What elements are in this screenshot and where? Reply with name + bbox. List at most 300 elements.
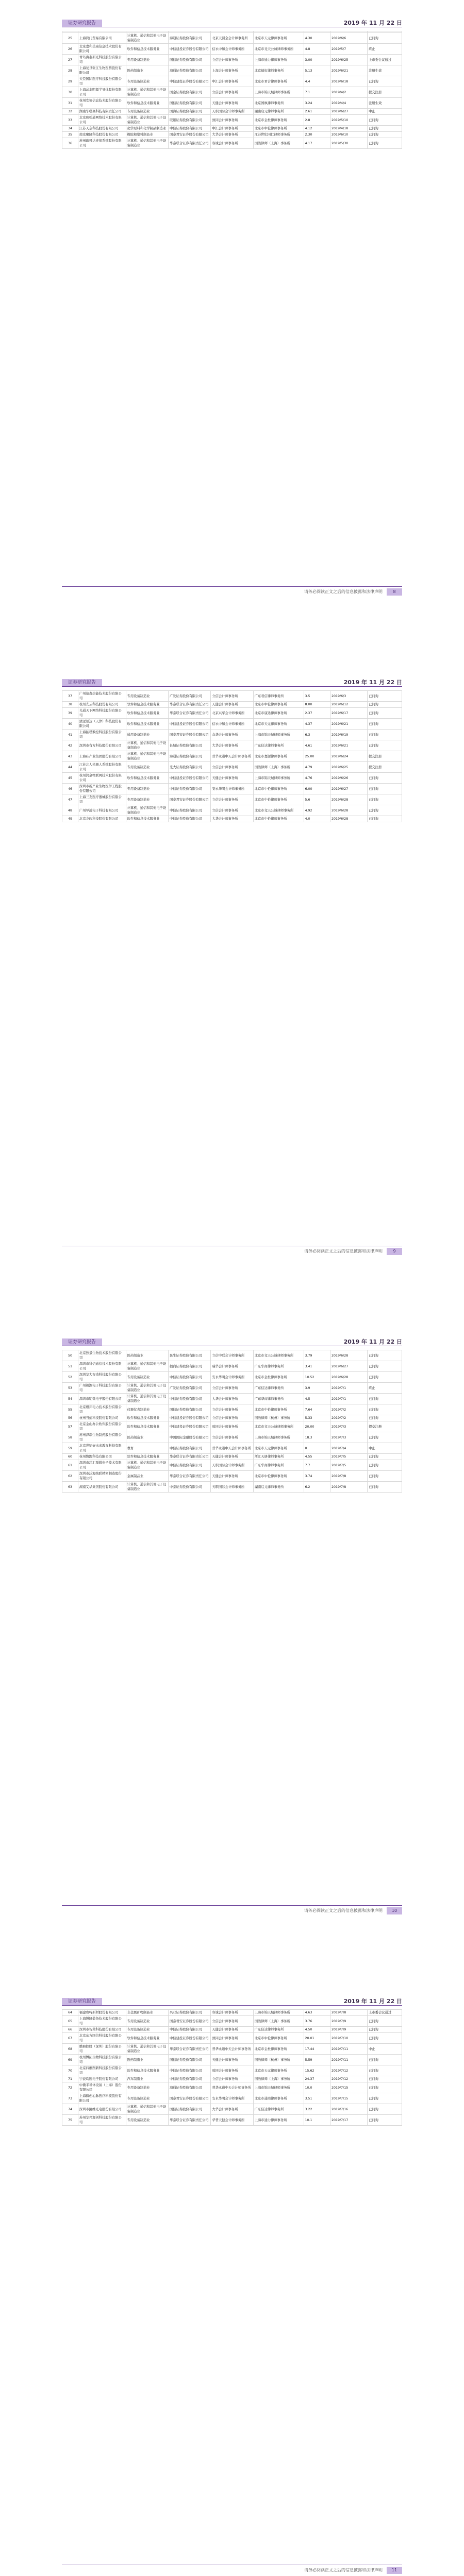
sponsor-cell: 国信证券股份有限公司 [168, 55, 210, 65]
table-row [62, 2115, 402, 2126]
review-status-cell: 已问询 [368, 719, 402, 730]
sponsor-cell: 招商证券股份有限公司 [168, 1361, 210, 1372]
table-row [62, 2093, 402, 2104]
ipo-applications-table [62, 2009, 402, 2126]
sponsor-cell: 中信证券股份有限公司 [168, 805, 210, 816]
industry-cell: 软件和信息技术服务业 [126, 98, 168, 109]
accounting-firm-cell: 天健会计师事务所 [211, 2027, 253, 2033]
review-status-cell: 终止 [368, 1383, 402, 1394]
row-number-cell: 31 [62, 98, 78, 109]
table-row [62, 1421, 402, 1432]
review-status-cell: 已问询 [368, 2016, 402, 2027]
table-row [62, 2082, 402, 2093]
fundraise-amount-cell: 4.0 [304, 816, 330, 822]
review-status-cell: 已问询 [368, 2082, 402, 2093]
fundraise-amount-cell: 17.44 [304, 2044, 330, 2055]
company-name-cell: 深圳华大智造科技股份有限公司 [78, 1372, 126, 1383]
company-name-cell: 南京聚隆科技股份有限公司 [78, 132, 126, 138]
industry-cell: 软件和信息技术服务业 [126, 2065, 168, 2076]
row-number-cell: 58 [62, 1432, 78, 1443]
ipo-applications-table [62, 1350, 402, 1493]
sponsor-cell: 中信证券股份有限公司 [168, 1372, 210, 1383]
law-firm-cell: 北京市中伦律师事务所 [253, 816, 304, 822]
company-name-cell: 深圳市路维光电股份有限公司 [78, 2104, 126, 2115]
sponsor-cell: 国金证券股份有限公司 [168, 87, 210, 98]
industry-cell: 医药制造业 [126, 65, 168, 76]
company-name-cell: 上海晶丰明源半导体股份有限公司 [78, 87, 126, 98]
industry-cell: 医药制造业 [126, 2055, 168, 2065]
accounting-firm-cell: 容诚会计师事务所 [211, 2010, 253, 2016]
row-number-cell: 26 [62, 44, 78, 55]
law-firm-cell: 北京市中伦律师事务所 [253, 784, 304, 794]
fundraise-amount-cell: 5.6 [304, 794, 330, 805]
row-number-cell: 49 [62, 816, 78, 822]
law-firm-cell: 北京市嘉源律师事务所 [253, 751, 304, 762]
company-name-cell: 上海博隆装备技术股份有限公司 [78, 2016, 126, 2027]
law-firm-cell: 上海市锦天城律师事务所 [253, 773, 304, 784]
row-number-cell: 57 [62, 1421, 78, 1432]
sponsor-cell: 中信证券股份有限公司 [168, 1443, 210, 1454]
industry-cell: 专用设备制造业 [126, 784, 168, 794]
fundraise-amount-cell: 5.59 [304, 2055, 330, 2065]
law-firm-cell: 国浩律师（上海）事务所 [253, 138, 304, 149]
review-status-cell: 中止 [368, 2044, 402, 2055]
accounting-firm-cell: 立信会计师事务所 [211, 762, 253, 773]
review-status-cell: 已问询 [368, 1361, 402, 1372]
law-firm-cell: 北京市中伦律师事务所 [253, 2033, 304, 2044]
law-firm-cell: 上海市通力律师事务所 [253, 55, 304, 65]
table-row [62, 816, 402, 822]
law-firm-cell: 江苏世纪同仁律师事务所 [253, 132, 304, 138]
industry-cell: 橡胶和塑料制品业 [126, 132, 168, 138]
company-name-cell: 湖南华曙高科技有限责任公司 [78, 109, 126, 115]
accounting-firm-cell: 致同会计师事务所 [211, 1421, 253, 1432]
header-date: 2019 年 11 月 22 日 [343, 1338, 402, 1345]
accounting-firm-cell: 大华会计师事务所 [211, 816, 253, 822]
accept-date-cell: 2019/6/25 [330, 762, 367, 773]
company-name-cell: 杭州安恒信息技术股份有限公司 [78, 98, 126, 109]
law-firm-cell: 北京市中伦律师事务所 [253, 126, 304, 132]
row-number-cell: 59 [62, 1443, 78, 1454]
industry-cell: 计算机、通信和其他电子设备制造业 [126, 33, 168, 44]
accounting-firm-cell: 致同会计师事务所 [211, 115, 253, 126]
company-name-cell: 上海硅产业集团股份有限公司 [78, 751, 126, 762]
accept-date-cell: 2019/6/3 [330, 691, 367, 702]
report-page [0, 659, 464, 1267]
table-row [62, 87, 402, 98]
industry-cell: 医药制造业 [126, 1432, 168, 1443]
fundraise-amount-cell: 20.01 [304, 2033, 330, 2044]
page-footer [62, 586, 402, 594]
row-number-cell: 72 [62, 2082, 78, 2093]
fundraise-amount-cell: 7.64 [304, 1404, 330, 1415]
sponsor-cell: 华泰联合证券有限责任公司 [168, 702, 210, 708]
company-name-cell: 深圳市泛海统联精密制造股份有限公司 [78, 1471, 126, 1482]
sponsor-cell: 中国国际金融股份有限公司 [168, 1432, 210, 1443]
table-row [62, 132, 402, 138]
fundraise-amount-cell: 4.55 [304, 1454, 330, 1460]
accounting-firm-cell: 北京兴华会计师事务所 [211, 708, 253, 719]
fundraise-amount-cell: 4.30 [304, 33, 330, 44]
fundraise-amount-cell: 3.9 [304, 1383, 330, 1394]
industry-cell: 专用设备制造业 [126, 109, 168, 115]
row-number-cell: 51 [62, 1361, 78, 1372]
table-row [62, 708, 402, 719]
fundraise-amount-cell: 7.1 [304, 87, 330, 98]
ipo-applications-table [62, 690, 402, 822]
company-name-cell: 宁波均胜电子股份有限公司 [78, 2076, 126, 2082]
row-number-cell: 63 [62, 1482, 78, 1493]
accept-date-cell: 2019/6/19 [330, 730, 367, 740]
sponsor-cell: 国信证券股份有限公司 [168, 98, 210, 109]
company-name-cell: 苏州泽璟生物制药股份有限公司 [78, 1432, 126, 1443]
sponsor-cell: 海通证券股份有限公司 [168, 2082, 210, 2093]
table-row [62, 138, 402, 149]
review-status-cell: 注册生效 [368, 98, 402, 109]
footer-disclaimer: 请务必阅读正文之后的信息披露和法律声明 [304, 1908, 383, 1913]
company-name-cell: 深圳市新产业生物医学工程股份有限公司 [78, 784, 126, 794]
accounting-firm-cell: 天健会计师事务所 [211, 1471, 253, 1482]
sponsor-cell: 中信证券股份有限公司 [168, 2065, 210, 2076]
fundraise-amount-cell: 6.2 [304, 1482, 330, 1493]
review-status-cell: 中止 [368, 109, 402, 115]
accept-date-cell: 2019/7/3 [330, 1432, 367, 1443]
fundraise-amount-cell: 4.5 [304, 1394, 330, 1404]
accept-date-cell: 2019/7/15 [330, 2093, 367, 2104]
row-number-cell: 39 [62, 708, 78, 719]
row-number-cell: 69 [62, 2055, 78, 2065]
law-firm-cell: 北京市天元律师事务所 [253, 719, 304, 730]
review-status-cell: 已问询 [368, 773, 402, 784]
accept-date-cell: 2019/7/2 [330, 1415, 367, 1421]
fundraise-amount-cell: 5.33 [304, 1415, 330, 1421]
table-row [62, 1460, 402, 1471]
industry-cell: 软件和信息技术服务业 [126, 1415, 168, 1421]
fundraise-amount-cell: 0 [304, 1443, 330, 1454]
table-row [62, 115, 402, 126]
row-number-cell: 68 [62, 2044, 78, 2055]
review-status-cell: 提交注册 [368, 751, 402, 762]
company-name-cell: 中微半导体设备（上海）股份有限公司 [78, 2082, 126, 2093]
row-number-cell: 71 [62, 2076, 78, 2082]
accounting-firm-cell: 安永华明会计师事务所 [211, 1372, 253, 1383]
accept-date-cell: 2019/7/1 [330, 1394, 367, 1404]
row-number-cell: 62 [62, 1471, 78, 1482]
accept-date-cell: 2019/6/18 [330, 76, 367, 87]
table-row [62, 1361, 402, 1372]
table-row [62, 1482, 402, 1493]
company-name-cell: 青岛海泰新光科技股份有限公司 [78, 55, 126, 65]
row-number-cell: 43 [62, 751, 78, 762]
table-row [62, 1443, 402, 1454]
company-name-cell: 深圳市科信通信技术股份有限公司 [78, 1361, 126, 1372]
law-firm-cell: 国浩律师（上海）事务所 [253, 2016, 304, 2027]
accounting-firm-cell: 立信会计师事务所 [211, 2076, 253, 2082]
accounting-firm-cell: 大华会计师事务所 [211, 132, 253, 138]
row-number-cell: 47 [62, 794, 78, 805]
footer-disclaimer: 请务必阅读正文之后的信息披露和法律声明 [304, 1249, 383, 1253]
accounting-firm-cell: 立信会计师事务所 [211, 794, 253, 805]
row-number-cell: 41 [62, 730, 78, 740]
industry-cell: 教育 [126, 1443, 168, 1454]
review-status-cell: 注册生效 [368, 65, 402, 76]
law-firm-cell: 浙江天册律师事务所 [253, 1454, 304, 1460]
fundraise-amount-cell: 2.37 [304, 708, 330, 719]
review-status-cell: 上市委会议通过 [368, 55, 402, 65]
law-firm-cell: 北京市康达律师事务所 [253, 708, 304, 719]
company-name-cell: 北京煜邦电力技术股份有限公司 [78, 1404, 126, 1415]
review-status-cell: 已问询 [368, 805, 402, 816]
header-date: 2019 年 11 月 22 日 [343, 20, 402, 26]
fundraise-amount-cell: 6.00 [304, 784, 330, 794]
law-firm-cell: 广东信达律师事务所 [253, 1383, 304, 1394]
law-firm-cell: 北京德恒律师事务所 [253, 65, 304, 76]
industry-cell: 计算机、通信和其他电子设备制造业 [126, 751, 168, 762]
row-number-cell: 30 [62, 87, 78, 98]
row-number-cell: 64 [62, 2010, 78, 2016]
row-number-cell: 29 [62, 76, 78, 87]
industry-cell: 计算机、通信和其他电子设备制造业 [126, 115, 168, 126]
review-status-cell: 已问询 [368, 2115, 402, 2126]
fundraise-amount-cell: 4.61 [304, 740, 330, 751]
industry-cell: 仪器仪表制造业 [126, 1404, 168, 1415]
sponsor-cell: 中信建投证券股份有限公司 [168, 1415, 210, 1421]
industry-cell: 软件和信息技术服务业 [126, 1454, 168, 1460]
company-name-cell: 杭州鸿泉物联网技术股份有限公司 [78, 773, 126, 784]
company-name-cell: 清远讯达（天津）科技股份有限公司 [78, 719, 126, 730]
table-row [62, 1471, 402, 1482]
accept-date-cell: 2019/7/8 [330, 1471, 367, 1482]
row-number-cell: 60 [62, 1454, 78, 1460]
company-name-cell: 深圳市有方科技股份有限公司 [78, 740, 126, 751]
accept-date-cell: 2019/6/17 [330, 708, 367, 719]
industry-cell: 专用设备制造业 [126, 2082, 168, 2093]
header-date: 2019 年 11 月 22 日 [343, 1998, 402, 2005]
company-name-cell: 北京龙软科技股份有限公司 [78, 816, 126, 822]
fundraise-amount-cell: 3.24 [304, 98, 330, 109]
sponsor-cell: 兴业证券股份有限公司 [168, 2010, 210, 2016]
industry-cell: 计算机、通信和其他电子设备制造业 [126, 740, 168, 751]
ipo-applications-table [62, 31, 402, 149]
fundraise-amount-cell: 10.52 [304, 1372, 330, 1383]
row-number-cell: 28 [62, 65, 78, 76]
company-name-cell: 上海三友医疗器械股份有限公司 [78, 794, 126, 805]
fundraise-amount-cell: 4.50 [304, 2027, 330, 2033]
row-number-cell: 56 [62, 1415, 78, 1421]
row-number-cell: 42 [62, 740, 78, 751]
review-status-cell: 提交注册 [368, 87, 402, 98]
accounting-firm-cell: 大华会计师事务所 [211, 740, 253, 751]
company-name-cell: 光通天下网络科技股份有限公司 [78, 708, 126, 719]
review-status-cell: 已问询 [368, 2055, 402, 2065]
accept-date-cell: 2019/6/27 [330, 784, 367, 794]
accept-date-cell: 2019/5/7 [330, 44, 367, 55]
company-name-cell: 广州视源电子科技股份有限公司 [78, 1383, 126, 1394]
accept-date-cell: 2019/7/5 [330, 1454, 367, 1460]
table-row [62, 33, 402, 44]
row-number-cell: 61 [62, 1460, 78, 1471]
accept-date-cell: 2019/5/10 [330, 115, 367, 126]
sponsor-cell: 中信证券股份有限公司 [168, 784, 210, 794]
law-firm-cell: 北京市中伦律师事务所 [253, 794, 304, 805]
law-firm-cell: 北京市中伦律师事务所 [253, 1471, 304, 1482]
company-name-cell: 福建赛特新材股份有限公司 [78, 2010, 126, 2016]
accounting-firm-cell: 大华会计师事务所 [211, 2104, 253, 2115]
law-firm-cell: 北京市天元律师事务所 [253, 2065, 304, 2076]
page-number: 8 [387, 588, 402, 596]
industry-cell: 计算机、通信和其他电子设备制造业 [126, 1383, 168, 1394]
accounting-firm-cell: 天健会计师事务所 [211, 2055, 253, 2065]
accept-date-cell: 2019/6/28 [330, 794, 367, 805]
review-status-cell: 已问询 [368, 740, 402, 751]
accept-date-cell: 2019/6/28 [330, 816, 367, 822]
industry-cell: 专用设备制造业 [126, 794, 168, 805]
law-firm-cell: 上海市锦天城律师事务所 [253, 2010, 304, 2016]
review-status-cell: 已问询 [368, 1372, 402, 1383]
law-firm-cell: 国浩律师（上海）事务所 [253, 762, 304, 773]
sponsor-cell: 海通证券股份有限公司 [168, 751, 210, 762]
fundraise-amount-cell: 4.79 [304, 762, 330, 773]
company-name-cell: 深圳市明微电子股份有限公司 [78, 1394, 126, 1404]
review-status-cell: 已问询 [368, 1454, 402, 1460]
accept-date-cell: 2019/7/3 [330, 1421, 367, 1432]
review-status-cell: 已问询 [368, 1460, 402, 1471]
company-name-cell: 杭州数跑科技有限公司 [78, 1454, 126, 1460]
law-firm-cell: 北京市竞天公诚律师事务所 [253, 1421, 304, 1432]
review-status-cell: 终止 [368, 44, 402, 55]
accept-date-cell: 2019/7/9 [330, 2027, 367, 2033]
page-number: 11 [387, 2567, 402, 2574]
fundraise-amount-cell: 2.8 [304, 115, 330, 126]
table-row [62, 691, 402, 702]
page-footer [62, 1246, 402, 1253]
header-brand-label: 证券研究报告 [62, 1338, 102, 1346]
row-number-cell: 70 [62, 2065, 78, 2076]
row-number-cell: 46 [62, 784, 78, 794]
review-status-cell: 已问询 [368, 2076, 402, 2082]
law-firm-cell: 北京市金杜律师事务所 [253, 2044, 304, 2055]
industry-cell: 计算机、通信和其他电子设备制造业 [126, 1394, 168, 1404]
accept-date-cell: 2019/7/16 [330, 2104, 367, 2115]
accounting-firm-cell: 天职国际会计师事务所 [211, 1482, 253, 1493]
accept-date-cell: 2019/7/15 [330, 2082, 367, 2093]
row-number-cell: 50 [62, 1350, 78, 1361]
accounting-firm-cell: 立信会计师事务所 [211, 55, 253, 65]
table-row [62, 773, 402, 784]
law-firm-cell: 北京市中伦律师事务所 [253, 1404, 304, 1415]
accounting-firm-cell: 天健会计师事务所 [211, 773, 253, 784]
company-name-cell: 苏州瑞可达连接系统股份有限公司 [78, 138, 126, 149]
review-status-cell: 已问询 [368, 784, 402, 794]
company-name-cell: 北京金山办公软件股份有限公司 [78, 1421, 126, 1432]
page-footer [62, 1905, 402, 1913]
law-firm-cell: 北京市君合律师事务所 [253, 76, 304, 87]
review-status-cell: 已问询 [368, 702, 402, 708]
accounting-firm-cell: 立信会计师事务所 [211, 691, 253, 702]
accounting-firm-cell: 普华永道中天会计师事务所 [211, 751, 253, 762]
accept-date-cell: 2019/7/17 [330, 2115, 367, 2126]
company-name-cell: 上海鸿门贸易有限公司 [78, 33, 126, 44]
table-row [62, 762, 402, 773]
law-firm-cell: 上海市通力律师事务所 [253, 2115, 304, 2126]
row-number-cell: 67 [62, 2033, 78, 2044]
industry-cell: 专用设备制造业 [126, 691, 168, 702]
industry-cell: 计算机、通信和其他电子设备制造业 [126, 2044, 168, 2055]
sponsor-cell: 中信建投证券股份有限公司 [168, 1421, 210, 1432]
law-firm-cell: 北京国枫律师事务所 [253, 98, 304, 109]
sponsor-cell: 联讯证券股份有限公司 [168, 115, 210, 126]
review-status-cell: 已问询 [368, 1394, 402, 1404]
sponsor-cell: 国泰君安证券股份有限公司 [168, 2016, 210, 2027]
accounting-firm-cell: 立信会计师事务所 [211, 1383, 253, 1394]
table-row [62, 2016, 402, 2027]
fundraise-amount-cell: 4.8 [304, 44, 330, 55]
row-number-cell: 53 [62, 1383, 78, 1394]
sponsor-cell: 国信证券股份有限公司 [168, 2055, 210, 2065]
accounting-firm-cell: 信永中和会计师事务所 [211, 719, 253, 730]
sponsor-cell: 国泰君安证券股份有限公司 [168, 794, 210, 805]
law-firm-cell: 广东华商律师事务所 [253, 1394, 304, 1404]
row-number-cell: 32 [62, 109, 78, 115]
company-name-cell: 江苏北人机器人系统股份有限公司 [78, 762, 126, 773]
table-row [62, 65, 402, 76]
accounting-firm-cell: 大华会计师事务所 [211, 1394, 253, 1404]
row-number-cell: 52 [62, 1372, 78, 1383]
law-firm-cell: 北京市天元律师事务所 [253, 33, 304, 44]
fundraise-amount-cell: 3.41 [304, 1361, 330, 1372]
review-status-cell: 已问询 [368, 132, 402, 138]
sponsor-cell: 国泰君安证券股份有限公司 [168, 132, 210, 138]
sponsor-cell: 国海证券股份有限公司 [168, 109, 210, 115]
industry-cell: 计算机、通信和其他电子设备制造业 [126, 1460, 168, 1471]
accounting-firm-cell: 立信会计师事务所 [211, 2016, 253, 2027]
header-brand-label: 证券研究报告 [62, 679, 102, 686]
fundraise-amount-cell: 10.0 [304, 2082, 330, 2093]
table-row [62, 794, 402, 805]
table-row [62, 1415, 402, 1421]
review-status-cell: 已问询 [368, 2033, 402, 2044]
accept-date-cell: 2019/7/5 [330, 1460, 367, 1471]
review-status-cell: 上市委会议通过 [368, 2010, 402, 2016]
sponsor-cell: 广发证券股份有限公司 [168, 691, 210, 702]
industry-cell: 金属制品业 [126, 1471, 168, 1482]
law-firm-cell: 北京市金杜律师事务所 [253, 115, 304, 126]
header-brand-label: 证券研究报告 [62, 1998, 102, 2005]
review-status-cell: 已问询 [368, 730, 402, 740]
accept-date-cell: 2019/6/21 [330, 719, 367, 730]
table-row [62, 2027, 402, 2033]
law-firm-cell: 北京市通商律师事务所 [253, 2093, 304, 2104]
sponsor-cell: 中信证券股份有限公司 [168, 126, 210, 132]
industry-cell: 计算机、通信和其他电子设备制造业 [126, 805, 168, 816]
row-number-cell: 65 [62, 2016, 78, 2027]
sponsor-cell: 华泰联合证券有限责任公司 [168, 708, 210, 719]
law-firm-cell: 广东信达律师事务所 [253, 740, 304, 751]
fundraise-amount-cell: 6.3 [304, 730, 330, 740]
accounting-firm-cell: 中汇会计师事务所 [211, 76, 253, 87]
accounting-firm-cell: 致同会计师事务所 [211, 2033, 253, 2044]
fundraise-amount-cell: 25.00 [304, 751, 330, 762]
sponsor-cell: 光大证券股份有限公司 [168, 762, 210, 773]
review-status-cell: 已问询 [368, 33, 402, 44]
review-status-cell: 提交注册 [368, 762, 402, 773]
accept-date-cell: 2019/4/18 [330, 126, 367, 132]
sponsor-cell: 中泰证券股份有限公司 [168, 1482, 210, 1493]
fundraise-amount-cell: 20.00 [304, 1421, 330, 1432]
law-firm-cell: 北京市天元律师事务所 [253, 1443, 304, 1454]
industry-cell: 软件和信息技术服务业 [126, 719, 168, 730]
accounting-firm-cell: 普华永道中天会计师事务所 [211, 2044, 253, 2055]
